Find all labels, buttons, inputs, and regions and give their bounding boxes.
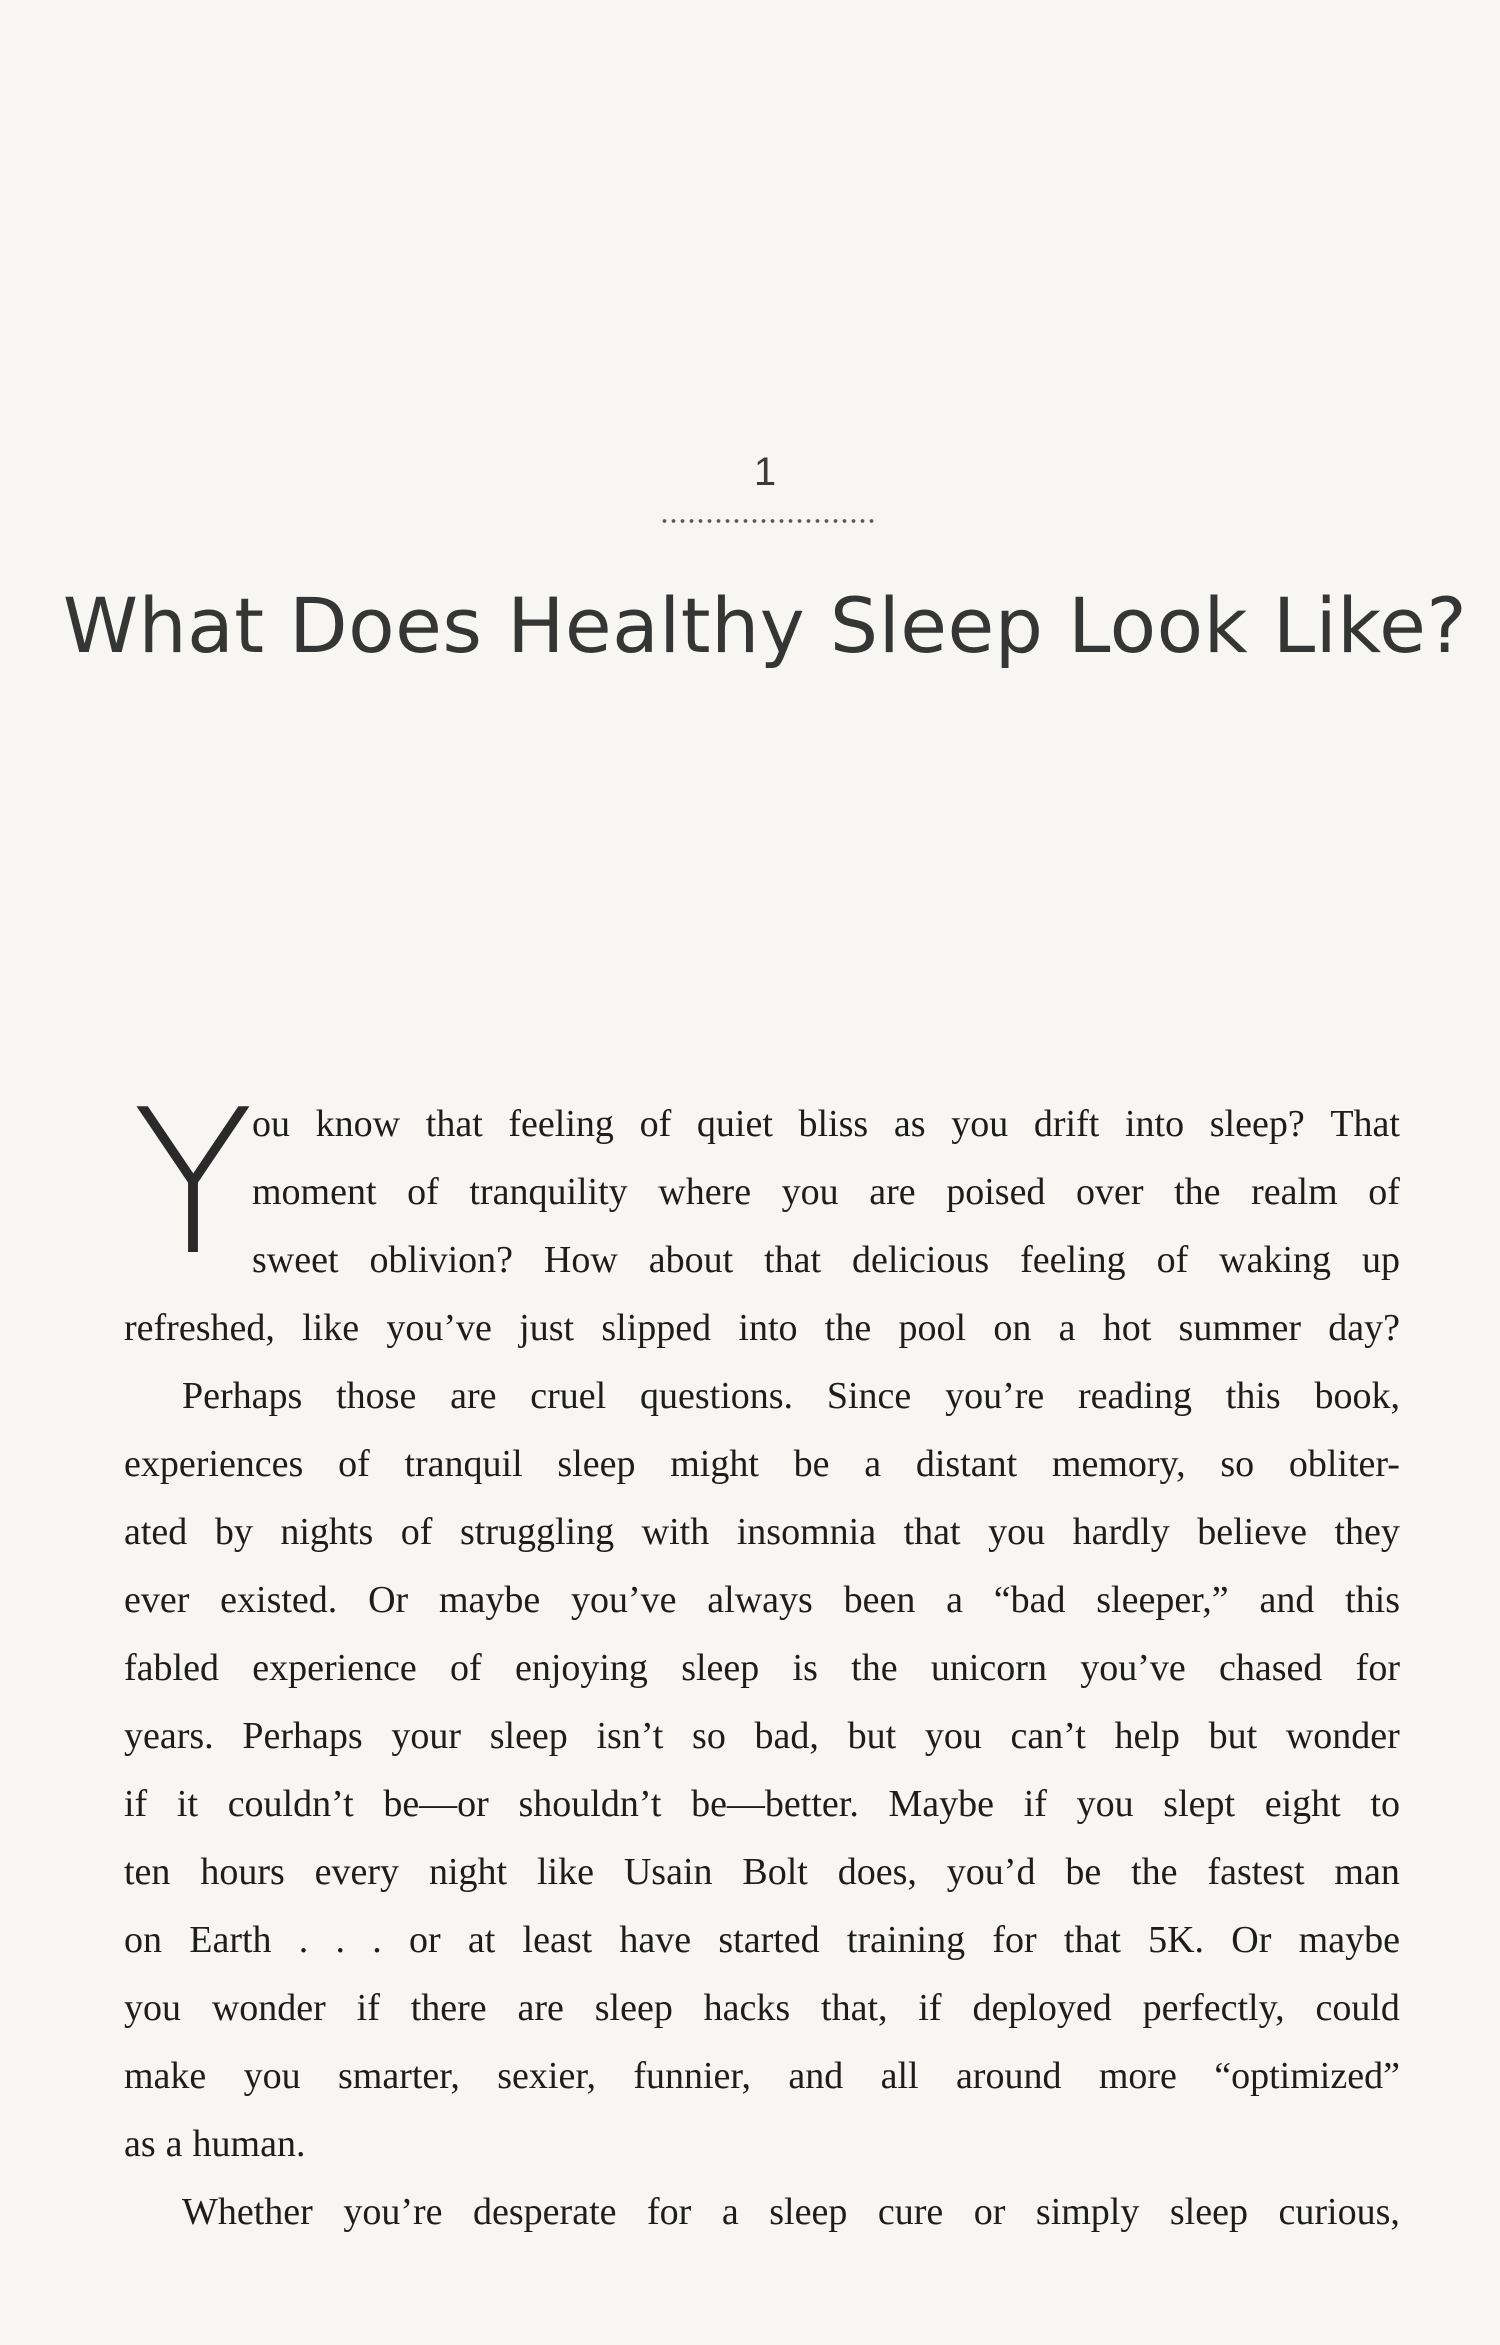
word: of — [407, 1171, 439, 1213]
word: every — [314, 1851, 400, 1893]
word: ated — [124, 1511, 188, 1553]
word: and — [1259, 1579, 1315, 1621]
word: feeling — [508, 1103, 614, 1145]
word: training — [846, 1919, 966, 1961]
word: drift — [1033, 1103, 1100, 1145]
word: funnier, — [633, 2055, 752, 2097]
paragraph-2 — [124, 1362, 1400, 2178]
word: ou — [252, 1103, 290, 1145]
word: for — [992, 1919, 1037, 1961]
paragraph-3 — [124, 2178, 1400, 2246]
chapter-title: What Does Healthy Sleep Look Like? — [62, 581, 1468, 670]
word: night — [428, 1851, 508, 1893]
word: it — [176, 1783, 199, 1825]
word: questions. — [640, 1375, 794, 1417]
text-line — [124, 1634, 1400, 1702]
word: Perhaps — [242, 1715, 363, 1757]
word: to — [1370, 1783, 1400, 1825]
text-line — [124, 1770, 1400, 1838]
text-line — [124, 1974, 1400, 2042]
text-line — [124, 1498, 1400, 1566]
word: but — [1208, 1715, 1258, 1757]
text-line — [124, 1226, 1400, 1294]
word: around — [955, 2055, 1062, 2097]
word: you — [781, 1171, 839, 1213]
word: That — [1330, 1103, 1400, 1145]
word: . — [335, 1919, 345, 1961]
word: sleep — [489, 1715, 568, 1757]
word: “bad — [993, 1579, 1066, 1621]
chapter-divider-dots — [660, 518, 875, 524]
word: of — [1368, 1171, 1400, 1213]
word: day? — [1328, 1307, 1400, 1349]
word: wonder — [1285, 1715, 1400, 1757]
word: sleep — [769, 2191, 848, 2233]
word: you’d — [946, 1851, 1036, 1893]
text-line — [124, 2178, 1400, 2246]
word: smarter, — [337, 2055, 460, 2097]
word: chased — [1219, 1647, 1323, 1689]
word: into — [738, 1307, 798, 1349]
word: Or — [1231, 1919, 1272, 1961]
word: hours — [200, 1851, 285, 1893]
word: human. — [192, 2123, 306, 2165]
word: are — [869, 1171, 916, 1213]
word: pool — [898, 1307, 967, 1349]
word: those — [336, 1375, 417, 1417]
word: obliter- — [1288, 1443, 1400, 1485]
word: have — [619, 1919, 692, 1961]
word: Since — [826, 1375, 912, 1417]
word: of — [400, 1511, 433, 1553]
word: make — [124, 2055, 207, 2097]
word: this — [1345, 1579, 1400, 1621]
word: that — [903, 1511, 961, 1553]
word: you — [124, 1987, 181, 2029]
word: by — [214, 1511, 253, 1553]
word: are — [450, 1375, 497, 1417]
word: maybe — [1298, 1919, 1400, 1961]
word: refreshed, — [124, 1307, 275, 1349]
text-line — [124, 1566, 1400, 1634]
word: tranquility — [469, 1171, 628, 1213]
text-line — [124, 1430, 1400, 1498]
word: bad, — [754, 1715, 819, 1757]
word: if — [124, 1783, 148, 1825]
text-line — [124, 1158, 1400, 1226]
word: Usain — [623, 1851, 713, 1893]
word: be — [1065, 1851, 1102, 1893]
word: years. — [124, 1715, 214, 1757]
word: be—better. — [691, 1783, 859, 1825]
word: into — [1124, 1103, 1185, 1145]
word: fabled — [124, 1647, 219, 1689]
word: cure — [877, 2191, 944, 2233]
word: moment — [252, 1171, 377, 1213]
word: of — [450, 1647, 482, 1689]
word: struggling — [459, 1511, 615, 1553]
word: eight — [1264, 1783, 1341, 1825]
text-line — [124, 1294, 1400, 1362]
word: but — [847, 1715, 897, 1757]
word: cruel — [530, 1375, 607, 1417]
word: maybe — [438, 1579, 541, 1621]
word: believe — [1197, 1511, 1307, 1553]
word: Maybe — [888, 1783, 995, 1825]
word: if — [356, 1987, 380, 2029]
word: ever — [124, 1579, 190, 1621]
word: deployed — [972, 1987, 1112, 2029]
word: as — [124, 2123, 156, 2165]
word: shouldn’t — [518, 1783, 662, 1825]
word: you — [924, 1715, 982, 1757]
text-line — [124, 1090, 1400, 1158]
text-line — [124, 2110, 1400, 2178]
word: simply — [1035, 2191, 1140, 2233]
word: know — [315, 1103, 401, 1145]
word: so — [1220, 1443, 1255, 1485]
word: perfectly, — [1142, 1987, 1285, 2029]
text-line — [124, 1702, 1400, 1770]
word: of — [338, 1443, 370, 1485]
text-line — [124, 1362, 1400, 1430]
word: nights — [280, 1511, 374, 1553]
word: wonder — [211, 1987, 326, 2029]
word: you — [951, 1103, 1009, 1145]
word: if — [918, 1987, 942, 2029]
word: about — [648, 1239, 734, 1281]
word: can’t — [1010, 1715, 1086, 1757]
word: sexier, — [497, 2055, 596, 2097]
word: Perhaps — [182, 1375, 303, 1417]
word: at — [467, 1919, 496, 1961]
drop-cap: Y — [132, 1067, 255, 1300]
word: your — [391, 1715, 462, 1757]
word: if — [1023, 1783, 1047, 1825]
word: this — [1225, 1375, 1281, 1417]
word: couldn’t — [227, 1783, 354, 1825]
word: . — [298, 1919, 309, 1961]
word: quiet — [696, 1103, 773, 1145]
word: or — [408, 1919, 441, 1961]
word: on — [124, 1919, 162, 1961]
word: you’ve — [386, 1307, 492, 1349]
word: Bolt — [742, 1851, 808, 1893]
text-line — [124, 1838, 1400, 1906]
word: you’re — [343, 2191, 443, 2233]
text-line — [124, 2042, 1400, 2110]
word: How — [543, 1239, 618, 1281]
word: for — [1355, 1647, 1400, 1689]
paragraph-1 — [124, 1067, 1400, 1362]
word: like — [536, 1851, 594, 1893]
word: you — [243, 2055, 301, 2097]
word: up — [1361, 1239, 1400, 1281]
word: or — [973, 2191, 1006, 2233]
word: desperate — [473, 2191, 617, 2233]
word: oblivion? — [369, 1239, 513, 1281]
word: Earth — [189, 1919, 272, 1961]
body-text — [124, 1067, 1400, 2246]
word: ten — [124, 1851, 171, 1893]
word: Or — [368, 1579, 409, 1621]
word: be—or — [383, 1783, 489, 1825]
word: realm — [1251, 1171, 1338, 1213]
word: you — [1076, 1783, 1134, 1825]
word: a — [165, 2123, 183, 2165]
word: sweet — [252, 1239, 339, 1281]
word: for — [647, 2191, 692, 2233]
word: does, — [837, 1851, 917, 1893]
word: sleeper,” — [1096, 1579, 1229, 1621]
word: that — [425, 1103, 483, 1145]
word: the — [1131, 1851, 1178, 1893]
word: isn’t — [596, 1715, 664, 1757]
word: as — [893, 1103, 926, 1145]
word: always — [707, 1579, 813, 1621]
word: you — [988, 1511, 1046, 1553]
word: insomnia — [736, 1511, 877, 1553]
word: are — [517, 1987, 564, 2029]
word: you’ve — [1080, 1647, 1186, 1689]
word: more — [1098, 2055, 1177, 2097]
word: like — [302, 1307, 360, 1349]
word: all — [880, 2055, 919, 2097]
word: delicious — [852, 1239, 990, 1281]
word: experiences — [124, 1443, 304, 1485]
word: just — [519, 1307, 575, 1349]
word: where — [658, 1171, 752, 1213]
word: could — [1315, 1987, 1400, 2029]
word: might — [670, 1443, 759, 1485]
word: memory, — [1051, 1443, 1186, 1485]
word: curious, — [1278, 2191, 1400, 2233]
word: been — [843, 1579, 916, 1621]
word: least — [522, 1919, 593, 1961]
word: be — [793, 1443, 830, 1485]
word: sleep — [594, 1987, 673, 2029]
word: reading — [1078, 1375, 1192, 1417]
word: on — [993, 1307, 1032, 1349]
word: with — [641, 1511, 710, 1553]
chapter-number: 1 — [753, 450, 777, 494]
word: that, — [821, 1987, 888, 2029]
word: feeling — [1020, 1239, 1126, 1281]
word: sleep — [681, 1647, 760, 1689]
word: Whether — [182, 2191, 313, 2233]
word: slipped — [601, 1307, 712, 1349]
word: a — [946, 1579, 963, 1621]
word: so — [692, 1715, 726, 1757]
word: is — [792, 1647, 818, 1689]
word: man — [1334, 1851, 1400, 1893]
word: hardly — [1072, 1511, 1170, 1553]
word: of — [1156, 1239, 1189, 1281]
word: tranquil — [404, 1443, 523, 1485]
word: the — [851, 1647, 898, 1689]
word: fastest — [1207, 1851, 1305, 1893]
word: waking — [1219, 1239, 1332, 1281]
word: a — [1058, 1307, 1076, 1349]
word: poised — [946, 1171, 1046, 1213]
word: that — [764, 1239, 822, 1281]
word: hacks — [703, 1987, 791, 2029]
word: there — [410, 1987, 487, 2029]
word: help — [1114, 1715, 1180, 1757]
word: over — [1076, 1171, 1144, 1213]
word: hot — [1102, 1307, 1152, 1349]
word: the — [1174, 1171, 1221, 1213]
word: started — [718, 1919, 820, 1961]
word: enjoying — [514, 1647, 648, 1689]
word: a — [864, 1443, 882, 1485]
word: summer — [1178, 1307, 1301, 1349]
word: a — [721, 2191, 739, 2233]
word: 5K. — [1148, 1919, 1205, 1961]
word: sleep — [557, 1443, 636, 1485]
word: you’ve — [571, 1579, 677, 1621]
word: book, — [1314, 1375, 1400, 1417]
word: the — [824, 1307, 872, 1349]
word: distant — [915, 1443, 1018, 1485]
word: sleep? — [1209, 1103, 1305, 1145]
word: sleep — [1169, 2191, 1248, 2233]
word: and — [788, 2055, 844, 2097]
word: that — [1063, 1919, 1121, 1961]
word: unicorn — [930, 1647, 1047, 1689]
word: “optimized” — [1214, 2055, 1400, 2097]
word: experience — [252, 1647, 417, 1689]
word: slept — [1163, 1783, 1236, 1825]
word: existed. — [220, 1579, 338, 1621]
word: you’re — [945, 1375, 1045, 1417]
word: bliss — [798, 1103, 869, 1145]
word: of — [639, 1103, 672, 1145]
text-line — [124, 1906, 1400, 1974]
word: . — [372, 1919, 382, 1961]
word: they — [1334, 1511, 1400, 1553]
